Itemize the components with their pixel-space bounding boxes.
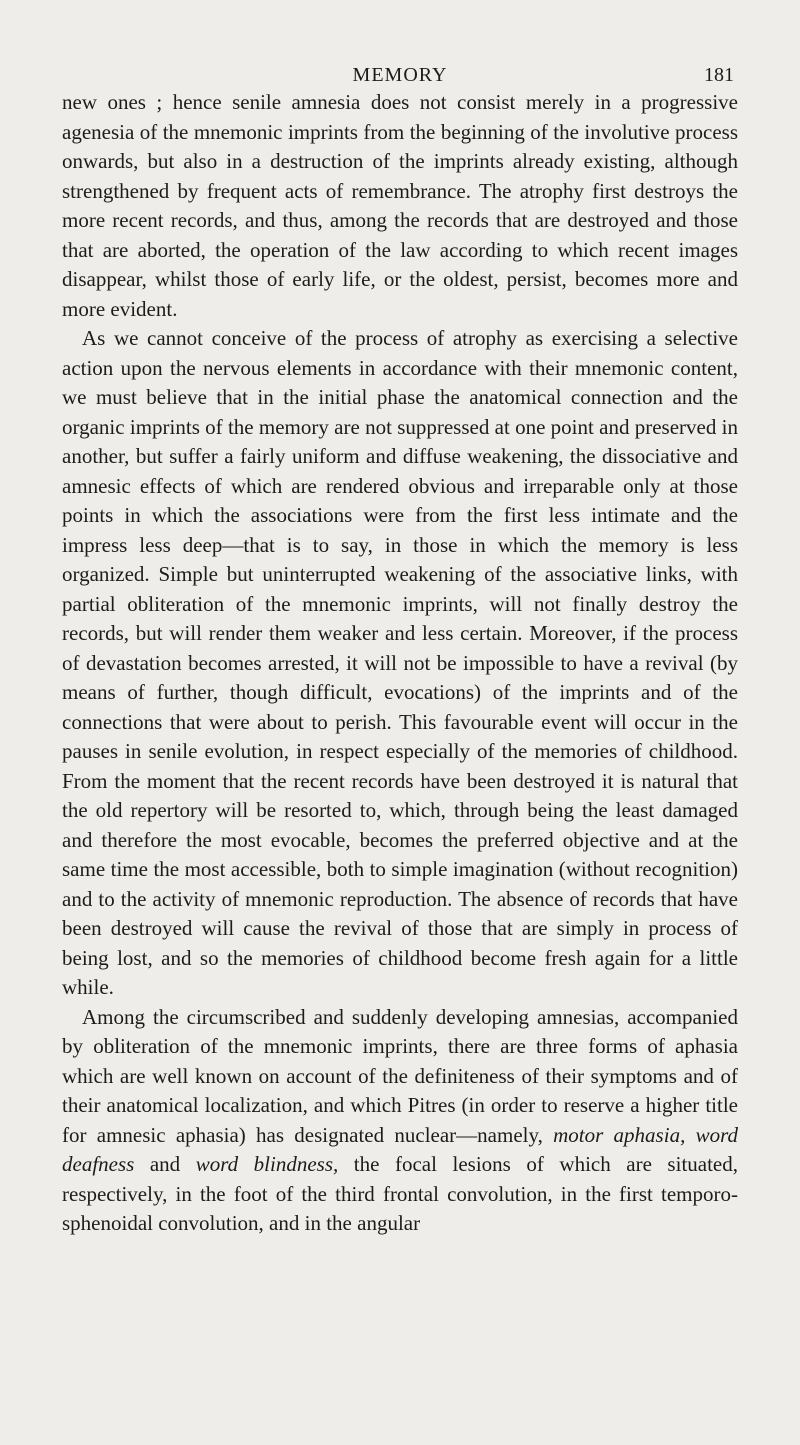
term-word-deafness: word deafness	[62, 1122, 738, 1176]
aphasia-text-before: Among the circumscribed and suddenly developing amnesias, accompanied by obliteration of the mnemonic imprints, there are three forms of aphasia which are well known on account of the definiteness of their symptoms and of their anatomical localization, and which Pitres (in order to reserve a higher title for amnesic aphasia) has designated nuclear—namely,	[62, 1004, 738, 1147]
paragraph-nuclear-aphasias	[62, 1003, 738, 1239]
paragraph-atrophy-process: As we cannot conceive of the process of atrophy as exercising a selective action upon the nervous elements in accordance with their mnemonic content, we must believe that in the initial phase the anatomical connection and the organic imprints of the memory are not suppressed at one point and preserved in another, but suffer a fairly uniform and diffuse weakening, the dissociative and amnesic effects of which are rendered obvious and irreparable only at those points in which the associations were from the first less intimate and the impress less deep—that is to say, in those in which the memory is less organized. Simple but uninterrupted weakening of the associative links, with partial obliteration of the mnemonic imprints, will not finally destroy the records, but will render them weaker and less certain. Moreover, if the process of devastation becomes arrested, it will not be impossible to have a revival (by means of further, though difficult, evocations) of the imprints and of the connections that were about to perish. This favourable event will occur in the pauses in senile evolution, in respect especially of the memories of childhood. From the moment that the recent records have been destroyed it is natural that the old repertory will be resorted to, which, through being the least damaged and therefore the most evocable, becomes the preferred objective and at the same time the most accessible, both to simple imagination (without recognition) and to the activity of mnemonic reproduction. The absence of records that have been destroyed will cause the revival of those that are simply in process of being lost, and so the memories of childhood become fresh again for a little while.	[62, 326, 738, 999]
running-head	[62, 60, 738, 90]
page-number: 181	[704, 64, 734, 86]
aphasia-text-after: the focal lesions of which are situated, respectively, in the foot of the third frontal convolution, in the first temporo-sphenoidal convolution, and in the angular	[62, 1152, 739, 1235]
body-text	[62, 88, 738, 1239]
term-joiner: and	[134, 1152, 196, 1176]
term-motor-aphasia: motor aphasia,	[553, 1122, 686, 1147]
running-title: MEMORY	[352, 64, 448, 86]
term-word-blindness: word blindness,	[195, 1152, 339, 1176]
paragraph-senile-amnesia: new ones ; hence senile amnesia does not consist merely in a progressive agenesia of the mnemonic imprints from the beginning of the involutive process onwards, but also in a destruction of the imprints already existing, although strengthened by frequent acts of remembrance. The atrophy first destroys the more recent records, and thus, among the records that are destroyed and those that are aborted, the operation of the law according to which recent images disappear, whilst those of early life, or the oldest, persist, becomes more and more evident.	[62, 90, 738, 321]
